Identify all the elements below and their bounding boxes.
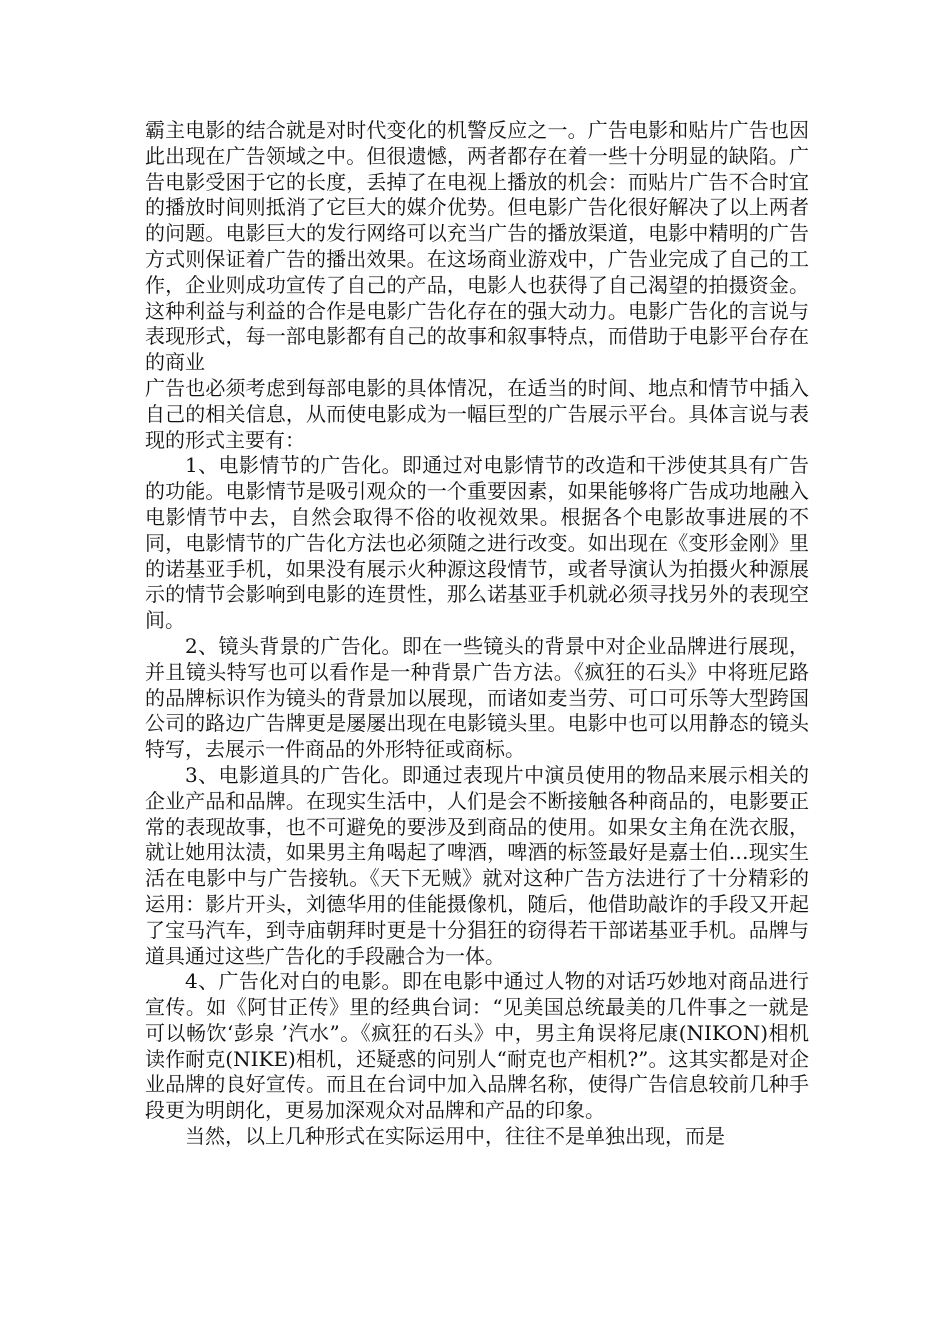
document-body <box>145 118 809 1150</box>
paragraph-item-3: 3、电影道具的广告化。即通过表现片中演员使用的物品来展示相关的企业产品和品牌。在现实生活中，人们是会不断接触各种商品的，电影要正常的表现故事，也不可避免的要涉及到商品的使用。如果女主角在洗衣服，就让她用汰渍，如果男主角喝起了啤酒，啤酒的标签最好是嘉士伯…现实生活在电影中与广告接轨。《天下无贼》就对这种广告方法进行了十分精彩的运用：影片开头，刘德华用的佳能摄像机，随后，他借助敲诈的手段又开起了宝马汽车，到寺庙朝拜时更是十分猖狂的窃得若干部诺基亚手机。品牌与道具通过这些广告化的手段融合为一体。 <box>145 762 809 968</box>
paragraph-item-2: 2、镜头背景的广告化。即在一些镜头的背景中对企业品牌进行展现，并且镜头特写也可以看作是一种背景广告方法。《疯狂的石头》中将班尼路的品牌标识作为镜头的背景加以展现，而诸如麦当劳、可口可乐等大型跨国公司的路边广告牌更是屡屡出现在电影镜头里。电影中也可以用静态的镜头特写，去展示一件商品的外形特征或商标。 <box>145 633 809 762</box>
paragraph-item-1: 1、电影情节的广告化。即通过对电影情节的改造和干涉使其具有广告的功能。电影情节是吸引观众的一个重要因素，如果能够将广告成功地融入电影情节中去，自然会取得不俗的收视效果。根据各个电影故事进展的不同，电影情节的广告化方法也必须随之进行改变。如出现在《变形金刚》里的诺基亚手机，如果没有展示火种源这段情节，或者导演认为拍摄火种源展示的情节会影响到电影的连贯性，那么诺基亚手机就必须寻找另外的表现空间。 <box>145 453 809 633</box>
paragraph-conclusion: 当然，以上几种形式在实际运用中，往往不是单独出现，而是 <box>185 1124 725 1149</box>
paragraph-item-4: 4、广告化对白的电影。即在电影中通过人物的对话巧妙地对商品进行宣传。如《阿甘正传》里的经典台词：“见美国总统最美的几件事之一就是可以畅饮‘彭泉 ’汽水”。《疯狂的石头》中，男主角误将尼康(NIKON)相机读作耐克(NIKE)相机，还疑惑的问别人“耐克也产相机?”。这其实都是对企业品牌的良好宣传。而且在台词中加入品牌名称，使得广告信息较前几种手段更为明朗化，更易加深观众对品牌和产品的印象。 <box>145 969 809 1123</box>
paragraph-continuation: 霸主电影的结合就是对时代变化的机警反应之一。广告电影和贴片广告也因此出现在广告领域之中。但很遗憾，两者都存在着一些十分明显的缺陷。广告电影受困于它的长度，丢掉了在电视上播放的机会：而贴片广告不合时宜的播放时间则抵消了它巨大的媒介优势。但电影广告化很好解决了以上两者的问题。电影巨大的发行网络可以充当广告的播放渠道，电影中精明的广告方式则保证着广告的播出效果。在这场商业游戏中，广告业完成了自己的工作，企业则成功宣传了自己的产品，电影人也获得了自己渴望的拍摄资金。这种利益与利益的合作是电影广告化存在的强大动力。电影广告化的言说与表现形式，每一部电影都有自己的故事和叙事特点，而借助于电影平台存在的商业 <box>145 118 809 375</box>
paragraph-intro: 广告也必须考虑到每部电影的具体情况，在适当的时间、地点和情节中插入自己的相关信息，从而使电影成为一幅巨型的广告展示平台。具体言说与表现的形式主要有： <box>145 375 809 452</box>
